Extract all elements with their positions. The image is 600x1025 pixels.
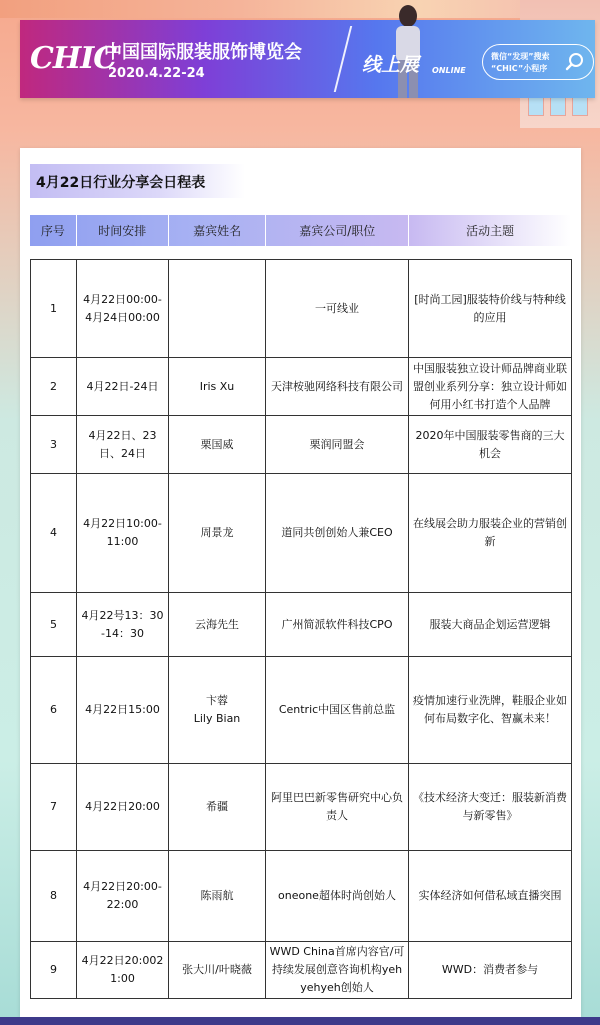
cell-company: 栗润同盟会 [266,416,409,474]
search-icon [565,52,585,72]
column-header-no: 序号 [30,215,77,246]
cell-time: 4月22日00:00-4月24日00:00 [77,260,169,358]
cell-time: 4月22日20:0021:00 [77,942,169,999]
cell-time: 4月22号13：30-14：30 [77,593,169,657]
cell-company: 道同共创创始人兼CEO [266,474,409,593]
event-date: 2020.4.22-24 [108,66,205,81]
column-header-guest: 嘉宾姓名 [169,215,266,246]
cell-time: 4月22日20:00-22:00 [77,851,169,942]
cell-no: 1 [31,260,77,358]
cell-topic: 2020年中国服装零售商的三大机会 [409,416,572,474]
event-title: 中国国际服装服饰博览会 [104,42,302,63]
cell-no: 8 [31,851,77,942]
online-expo-label: 线上展 [362,54,420,76]
cell-guest: 陈雨航 [169,851,266,942]
cell-topic: 疫情加速行业洗牌，鞋服企业如何布局数字化、智赢未来！ [409,657,572,764]
cell-guest: 希疆 [169,764,266,851]
mini-program-search-hint[interactable] [482,44,594,80]
cell-guest: Iris Xu [169,358,266,416]
event-banner [20,20,595,98]
cell-time: 4月22日20:00 [77,764,169,851]
column-header-company: 嘉宾公司/职位 [266,215,409,246]
cell-guest: 周景龙 [169,474,266,593]
cell-guest [169,260,266,358]
cell-company: Centric中国区售前总监 [266,657,409,764]
online-expo-en-label: ONLINE [432,66,466,75]
cell-topic: 《技术经济大变迁：服装新消费与新零售》 [409,764,572,851]
cell-guest: 张大川/叶晓薇 [169,942,266,999]
cell-time: 4月22日15:00 [77,657,169,764]
table-row [31,764,572,851]
cell-no: 7 [31,764,77,851]
cell-company: 一可线业 [266,260,409,358]
search-hint-line1: 微信“发现”搜索 [491,52,550,61]
cell-company: 天津桉驰网络科技有限公司 [266,358,409,416]
cell-no: 3 [31,416,77,474]
cell-topic: 在线展会助力服装企业的营销创新 [409,474,572,593]
background-decoration [0,0,600,18]
cell-no: 9 [31,942,77,999]
cell-no: 2 [31,358,77,416]
cell-no: 6 [31,657,77,764]
column-header-time: 时间安排 [77,215,169,246]
cell-topic: 服装大商品企划运营逻辑 [409,593,572,657]
table-row [31,942,572,999]
schedule-title-bar [30,164,245,198]
cell-topic: 实体经济如何借私域直播突围 [409,851,572,942]
table-row [31,260,572,358]
cell-topic: WWD：消费者参与 [409,942,572,999]
cell-guest: 栗国威 [169,416,266,474]
search-hint-line2: “CHIC”小程序 [491,64,548,73]
cell-time: 4月22日10:00-11:00 [77,474,169,593]
cell-no: 5 [31,593,77,657]
schedule-title: 4月22日行业分享会日程表 [36,175,206,191]
divider [334,26,352,92]
schedule-table [30,259,572,999]
column-header-topic: 活动主题 [466,224,515,238]
cell-company: WWD China首席内容官/可持续发展创意咨询机构yehyehyeh创始人 [266,942,409,999]
table-row [31,593,572,657]
table-row [31,657,572,764]
cell-guest: 卞蓉 Lily Bian [169,657,266,764]
cell-guest: 云海先生 [169,593,266,657]
cell-company: oneone超体时尚创始人 [266,851,409,942]
table-row [31,358,572,416]
table-row [31,416,572,474]
cell-topic: 中国服装独立设计师品牌商业联盟创业系列分享：独立设计师如何用小红书打造个人品牌 [409,358,572,416]
cell-topic: [时尚工园]服装特价线与特种线的应用 [409,260,572,358]
cell-company: 阿里巴巴新零售研究中心负责人 [266,764,409,851]
schedule-card [20,148,581,1017]
table-header [30,215,571,246]
table-row [31,851,572,942]
cell-company: 广州简派软件科技CPO [266,593,409,657]
cell-time: 4月22日、23日、24日 [77,416,169,474]
cell-time: 4月22日-24日 [77,358,169,416]
chic-logo: CHIC [30,41,117,76]
cell-no: 4 [31,474,77,593]
bottom-decoration [0,1017,600,1025]
table-row [31,474,572,593]
